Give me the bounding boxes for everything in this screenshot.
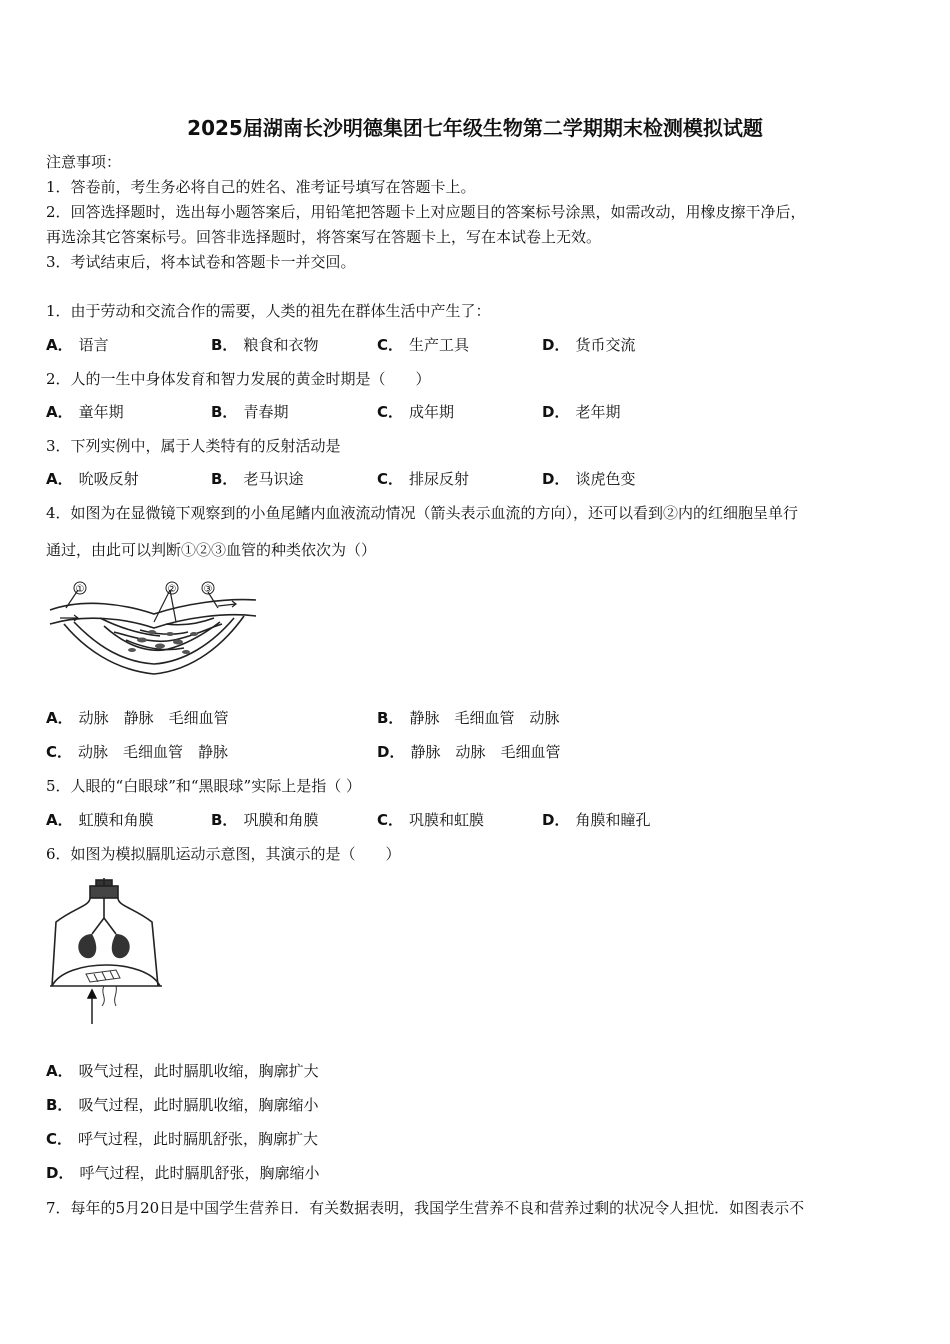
option-label: B． [211, 336, 238, 354]
option-label: D． [542, 811, 570, 829]
option-text: 谈虎色变 [575, 470, 636, 488]
question-1-option-a [46, 335, 109, 355]
question-4-option-d [377, 742, 560, 762]
option-label: D． [542, 403, 570, 421]
question-3-stem: 3．下列实例中，属于人类特有的反射活动是 [46, 437, 341, 455]
option-label: C． [46, 743, 73, 761]
notice-heading: 注意事项： [46, 153, 122, 171]
question-3-option-a [46, 469, 139, 489]
option-label: B． [211, 811, 238, 829]
question-5-option-b [211, 810, 318, 830]
question-6-option-d [46, 1163, 319, 1183]
option-label: D． [542, 336, 570, 354]
option-text: 老马识途 [243, 470, 304, 488]
option-text: 呼气过程，此时膈肌舒张，胸廓扩大 [78, 1130, 319, 1148]
question-4-option-c [46, 742, 228, 762]
question-6-stem: 6．如图为模拟膈肌运动示意图，其演示的是（ ） [46, 845, 401, 863]
question-7-stem: 7．每年的5月20日是中国学生营养日．有关数据表明，我国学生营养不良和营养过剩的状况令人担忧．如图表示不 [46, 1199, 805, 1217]
option-label: A． [46, 811, 73, 829]
option-text: 青春期 [243, 403, 289, 421]
option-text: 静脉 毛细血管 动脉 [409, 709, 560, 727]
option-label: C． [377, 336, 404, 354]
question-1-option-b [211, 335, 318, 355]
option-label: A． [46, 1062, 73, 1080]
option-label: D． [377, 743, 405, 761]
option-text: 童年期 [78, 403, 124, 421]
question-1-option-d [542, 335, 635, 355]
option-label: B． [377, 709, 404, 727]
option-text: 成年期 [409, 403, 455, 421]
option-text: 货币交流 [575, 336, 636, 354]
option-text: 吸气过程，此时膈肌收缩，胸廓扩大 [78, 1062, 319, 1080]
page-title: 2025届湖南长沙明德集团七年级生物第二学期期末检测模拟试题 [187, 116, 763, 140]
question-2-option-a [46, 402, 124, 422]
notice-item: 再选涂其它答案标号。回答非选择题时，将答案写在答题卡上，写在本试卷上无效。 [46, 228, 602, 246]
option-text: 静脉 动脉 毛细血管 [410, 743, 561, 761]
question-6-option-b [46, 1095, 318, 1115]
option-label: B． [211, 470, 238, 488]
option-text: 排尿反射 [409, 470, 470, 488]
option-label: A． [46, 336, 73, 354]
option-label: A． [46, 709, 73, 727]
option-text: 角膜和瞳孔 [575, 811, 651, 829]
question-6-option-a [46, 1061, 319, 1081]
option-label: A． [46, 403, 73, 421]
option-label: C． [46, 1130, 73, 1148]
question-3-option-c [377, 469, 469, 489]
figure-label-3: ③ [203, 584, 213, 595]
option-text: 语言 [78, 336, 109, 354]
question-4-stem-cont: 通过，由此可以判断①②③血管的种类依次为（） [46, 541, 377, 559]
option-text: 生产工具 [409, 336, 470, 354]
question-2-stem: 2．人的一生中身体发育和智力发展的黄金时期是（ ） [46, 370, 431, 388]
question-5-option-d [542, 810, 650, 830]
option-text: 巩膜和角膜 [243, 811, 319, 829]
option-label: C． [377, 811, 404, 829]
question-3-option-d [542, 469, 635, 489]
question-4-option-b [377, 708, 559, 728]
option-label: C． [377, 403, 404, 421]
notice-item: 2．回答选择题时，选出每小题答案后，用铅笔把答题卡上对应题目的答案标号涂黑，如需改动，用橡皮擦干净后， [46, 203, 806, 221]
option-text: 动脉 毛细血管 静脉 [78, 743, 229, 761]
question-6-option-c [46, 1129, 318, 1149]
question-5-stem: 5．人眼的“白眼球”和“黑眼球”实际上是指（ ） [46, 777, 361, 795]
option-label: A． [46, 470, 73, 488]
option-text: 吮吸反射 [78, 470, 139, 488]
option-label: D． [46, 1164, 74, 1182]
option-text: 吸气过程，此时膈肌收缩，胸廓缩小 [78, 1096, 319, 1114]
fish-tail-blood-vessel-figure [44, 578, 264, 688]
question-5-option-c [377, 810, 484, 830]
notice-item: 3．考试结束后，将本试卷和答题卡一并交回。 [46, 253, 356, 271]
option-label: D． [542, 470, 570, 488]
notice-item: 1．答卷前，考生务必将自己的姓名、准考证号填写在答题卡上。 [46, 178, 476, 196]
option-text: 粮食和衣物 [243, 336, 319, 354]
option-label: B． [46, 1096, 73, 1114]
question-4-stem: 4．如图为在显微镜下观察到的小鱼尾鳍内血液流动情况（箭头表示血流的方向），还可以看到②内的红细胞呈单行 [46, 504, 799, 522]
question-2-option-b [211, 402, 288, 422]
question-5-option-a [46, 810, 154, 830]
question-4-option-a [46, 708, 229, 728]
figure-label-2: ② [167, 584, 177, 595]
option-text: 老年期 [575, 403, 621, 421]
option-text: 巩膜和虹膜 [409, 811, 485, 829]
question-2-option-d [542, 402, 620, 422]
figure-label-1: ① [75, 584, 85, 595]
option-text: 呼气过程，此时膈肌舒张，胸廓缩小 [79, 1164, 320, 1182]
question-1-stem: 1．由于劳动和交流合作的需要，人类的祖先在群体生活中产生了： [46, 302, 491, 320]
question-1-option-c [377, 335, 469, 355]
option-text: 虹膜和角膜 [78, 811, 154, 829]
option-text: 动脉 静脉 毛细血管 [78, 709, 229, 727]
option-label: B． [211, 403, 238, 421]
question-2-option-c [377, 402, 454, 422]
option-label: C． [377, 470, 404, 488]
question-3-option-b [211, 469, 303, 489]
diaphragm-model-figure [46, 878, 166, 1026]
